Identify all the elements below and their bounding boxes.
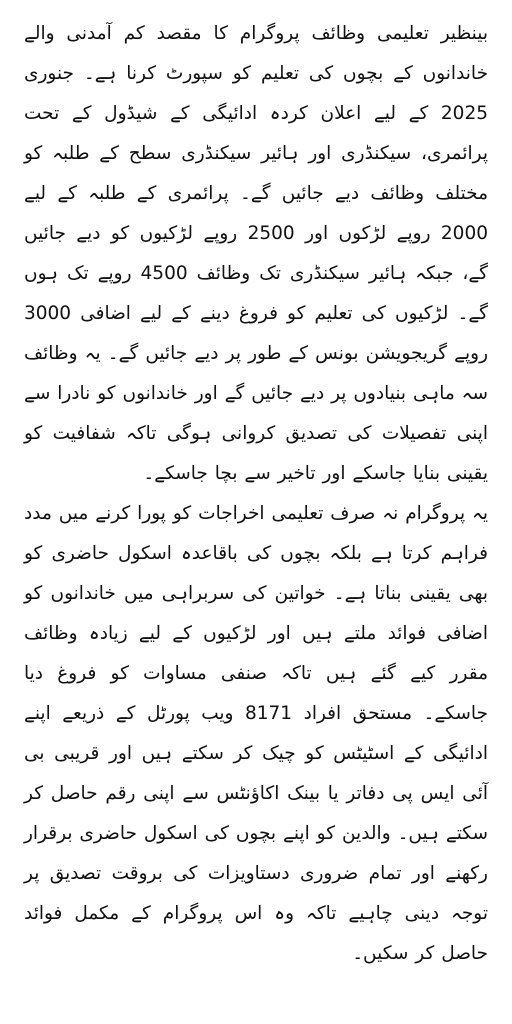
paragraph-1: بینظیر تعلیمی وظائف پروگرام کا مقصد کم آمدنی والے خاندانوں کے بچوں کی تعلیم کو سپورٹ کرنا ہے۔ جنوری 2025 کے لیے اعلان کردہ ادائیگی کے شیڈول کے تحت پرائمری، سیکنڈری اور ہائیر سیکنڈری سطح کے طلبہ کو مختلف وظائف دیے جائیں گے۔ پرائمری کے طلبہ کے لیے 2000 روپے لڑکوں اور 2500 روپے لڑکیوں کو دیے جائیں گے، جبکہ ہائیر سیکنڈری تک وظائف 4500 روپے تک ہوں گے۔ لڑکیوں کی تعلیم کو فروغ دینے کے لیے اضافی 3000 روپے گریجویشن بونس کے طور پر دیے جائیں گے۔ یہ وظائف سہ ماہی بنیادوں پر دیے جائیں گے اور خاندانوں کو نادرا سے اپنی تفصیلات کی تصدیق کروانی ہوگی تاکہ شفافیت کو یقینی بنایا جاسکے اور تاخیر سے بچا جاسکے۔ [24,23,488,484]
article-body [24,14,488,974]
paragraph-2: یہ پروگرام نہ صرف تعلیمی اخراجات کو پورا کرنے میں مدد فراہم کرتا ہے بلکہ بچوں کی باقاعدہ اسکول حاضری کو بھی یقینی بناتا ہے۔ خواتین کی سربراہی میں خاندانوں کو اضافی فوائد ملتے ہیں اور لڑکیوں کے لیے زیادہ وظائف مقرر کیے گئے ہیں تاکہ صنفی مساوات کو فروغ دیا جاسکے۔ مستحق افراد 8171 ویب پورٹل کے ذریعے اپنے ادائیگی کے اسٹیٹس کو چیک کر سکتے ہیں اور قریبی بی آئی ایس پی دفاتر یا بینک اکاؤنٹس سے اپنی رقم حاصل کر سکتے ہیں۔ والدین کو اپنے بچوں کی اسکول حاضری برقرار رکھنے اور تمام ضروری دستاویزات کی بروقت تصدیق پر توجہ دینی چاہیے تاکہ وہ اس پروگرام کے مکمل فوائد حاصل کر سکیں۔ [24,503,488,964]
